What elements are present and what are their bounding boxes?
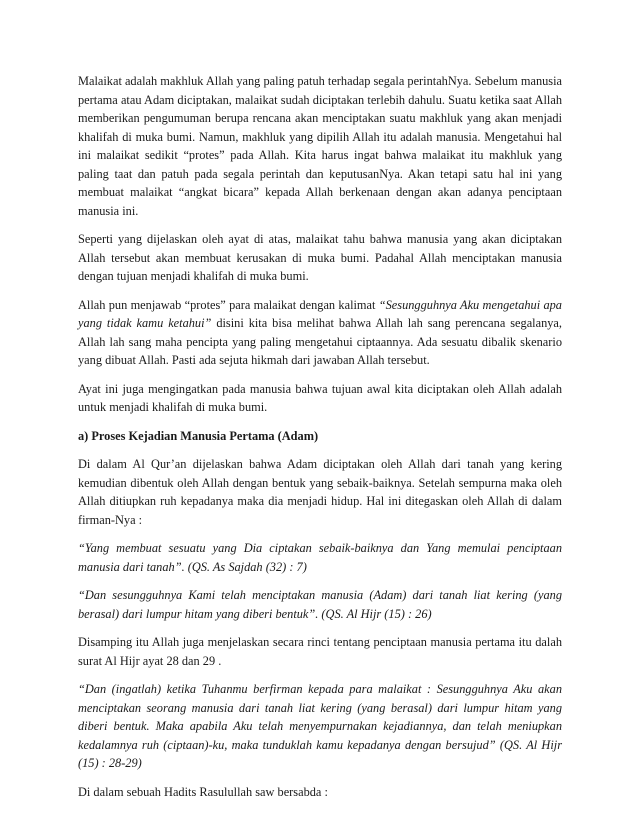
paragraph-jawaban-allah <box>78 296 562 370</box>
paragraph-hadits: Di dalam sebuah Hadits Rasulullah saw bersabda : <box>78 784 328 799</box>
quote-text: “Sesungguhnya Aku mengetahui apa yang tidak kamu ketahui” <box>78 297 562 330</box>
paragraph-penciptaan-adam: Di dalam Al Qur’an dijelaskan bahwa Adam diciptakan oleh Allah dari tanah yang kering kemudian dibentuk oleh Allah dengan bentuk yang sebaik-baiknya. Setelah sempurna maka oleh Allah ditiupkan ruh kepadanya maka dia menjadi hidup. Hal ini ditegaskan oleh Allah di dalam firman-Nya : <box>78 457 562 527</box>
paragraph-tujuan: Ayat ini juga mengingatkan pada manusia bahwa tujuan awal kita diciptakan oleh Allah adalah untuk menjadi khalifah di muka bumi. <box>78 381 562 414</box>
section-heading: a) Proses Kejadian Manusia Pertama (Adam) <box>78 428 319 443</box>
paragraph-text: disini kita bisa melihat bahwa Allah lah sang perencana segalanya, Allah lah sang maha pencipta yang paling mengetahui ciptaannya. Ada sesuatu dibalik skenario yang dibuat Allah. Pasti ada sejuta hikmah dari jawaban Allah tersebut. <box>78 316 562 367</box>
document-page <box>78 72 562 811</box>
paragraph-kerusakan: Seperti yang dijelaskan oleh ayat di atas, malaikat tahu bahwa manusia yang akan diciptakan Allah tersebut akan membuat kerusakan di muka bumi. Padahal Allah menciptakan manusia dengan tujuan menjadi khalifah di muka bumi. <box>78 232 562 283</box>
paragraph-al-hijr-ref: Disamping itu Allah juga menjelaskan secara rinci tentang penciptaan manusia pertama itu dalah surat Al Hijr ayat 28 dan 29 . <box>78 635 562 668</box>
paragraph-text: Allah pun menjawab “protes” para malaikat dengan kalimat <box>78 297 379 312</box>
quote-al-hijr-28-29: “Dan (ingatlah) ketika Tuhanmu berfirman kepada para malaikat : Sesungguhnya Aku akan menciptakan seorang manusia dari tanah liat kering (yang berasal) dari lumpur hitam yang diberi bentuk. Maka apabila Aku telah menyempurnakan kejadiannya, dan telah meniupkan kedalamnya ruh (ciptaan)-ku, maka tunduklah kamu kepadanya dengan bersujud” (QS. Al Hijr (15) : 28-29) <box>78 682 562 770</box>
quote-al-hijr-26: “Dan sesungguhnya Kami telah menciptakan manusia (Adam) dari tanah liat kering (yang berasal) dari lumpur hitam yang diberi bentuk”. (QS. Al Hijr (15) : 26) <box>78 588 562 621</box>
quote-as-sajdah: “Yang membuat sesuatu yang Dia ciptakan sebaik-baiknya dan Yang memulai penciptaan manusia dari tanah”. (QS. As Sajdah (32) : 7) <box>78 541 562 574</box>
paragraph-malaikat-intro: Malaikat adalah makhluk Allah yang paling patuh terhadap segala perintahNya. Sebelum manusia pertama atau Adam diciptakan, malaikat sudah diciptakan terlebih dahulu. Suatu ketika saat Allah memberikan pengumuman berupa rencana akan menciptakan suatu makhluk yang akan menjadi khalifah di muka bumi. Namun, makhluk yang dipilih Allah itu adalah manusia. Mengetahui hal ini malaikat sedikit “protes” pada Allah. Kita harus ingat bahwa malaikat itu makhluk yang paling taat dan patuh pada segala perintah dan keputusanNya. Akan tetapi satu hal ini yang membuat malaikat “angkat bicara” kepada Allah berkenaan dengan akan adanya penciptaan manusia ini. <box>78 74 562 218</box>
